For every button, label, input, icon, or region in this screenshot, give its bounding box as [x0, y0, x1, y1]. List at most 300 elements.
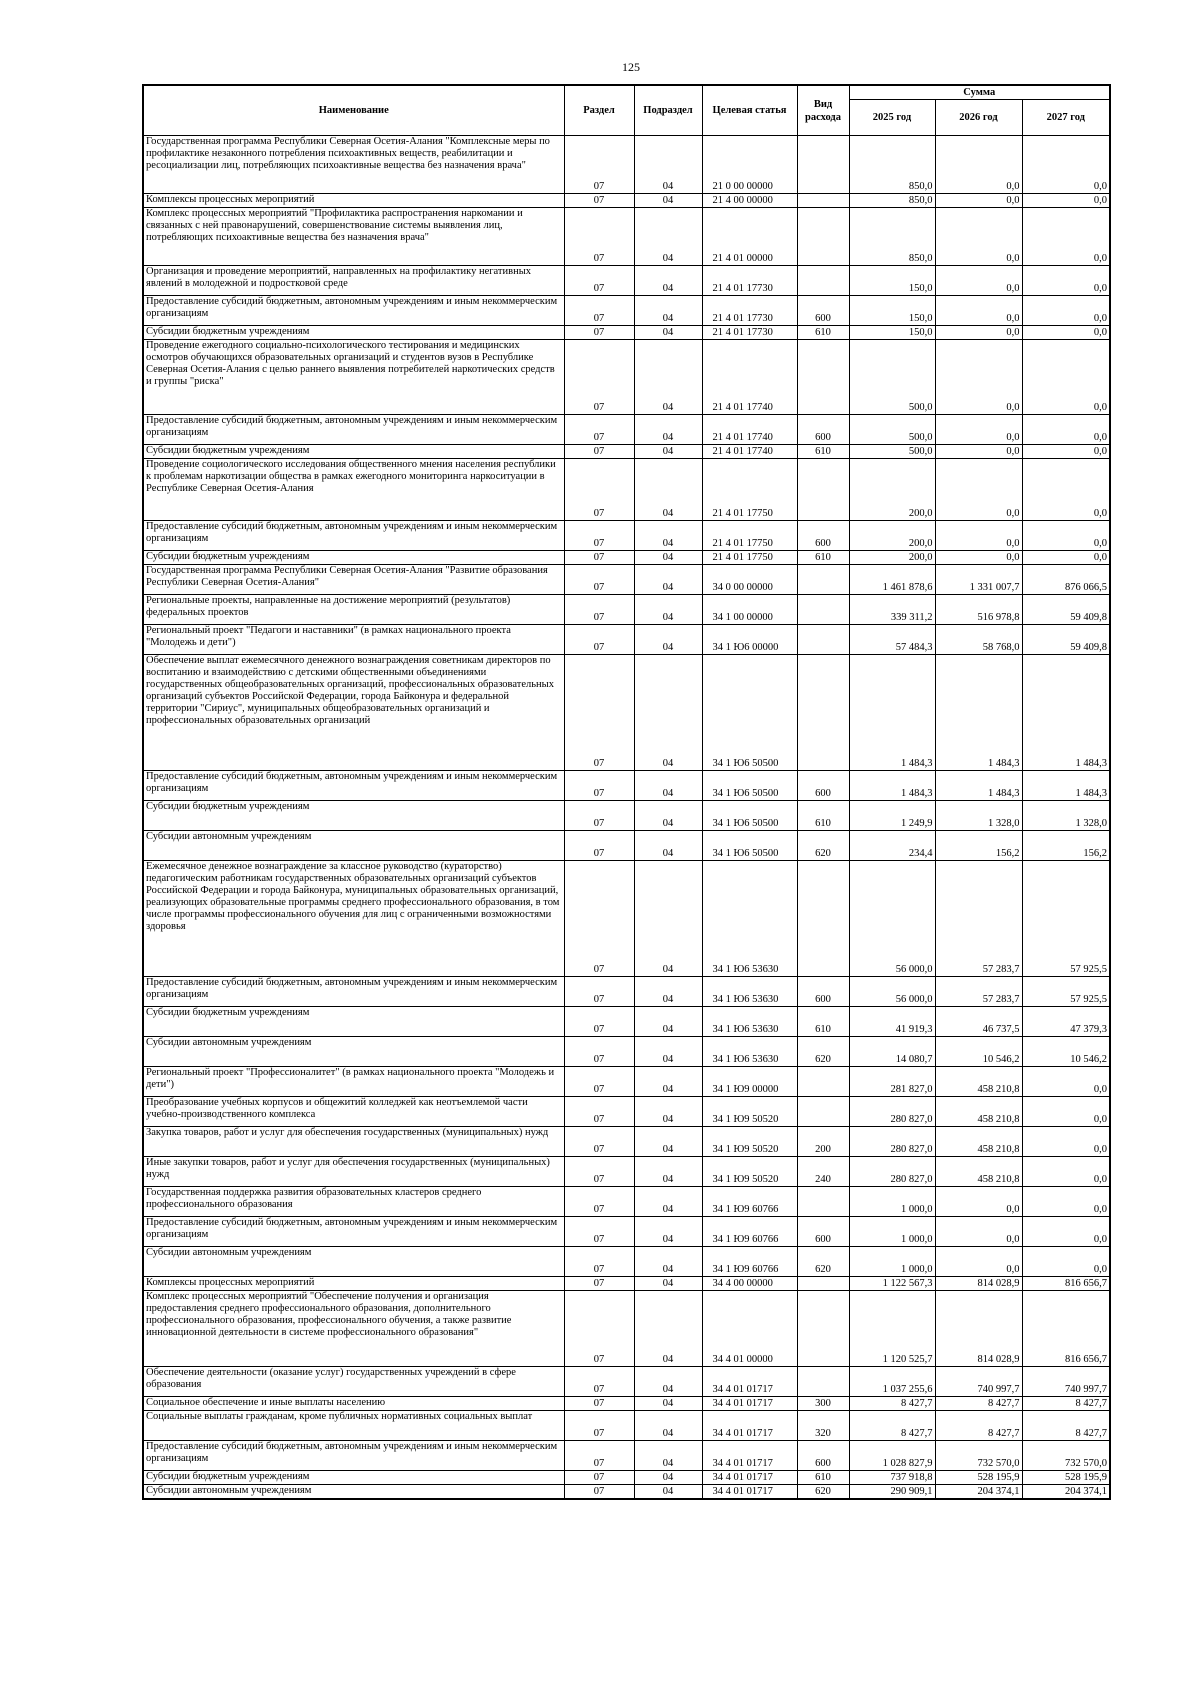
row-value-2026: 57 283,7: [935, 861, 1022, 977]
row-value-2026: 1 331 007,7: [935, 565, 1022, 595]
row-value-2027: 0,0: [1022, 266, 1110, 296]
row-value-2026: 0,0: [935, 445, 1022, 459]
row-value-2026: 0,0: [935, 208, 1022, 266]
row-section: 07: [564, 1097, 634, 1127]
table-row: [143, 655, 1110, 771]
table-row: [143, 326, 1110, 340]
row-value-2026: 57 283,7: [935, 977, 1022, 1007]
table-row: [143, 1485, 1110, 1499]
table-row: [143, 1157, 1110, 1187]
row-name: Государственная поддержка развития образовательных кластеров среднего профессионального образования: [143, 1187, 564, 1217]
row-article: 34 1 Ю6 53630: [702, 1007, 797, 1037]
row-subsection: 04: [634, 521, 702, 551]
row-subsection: 04: [634, 459, 702, 521]
row-type: 320: [797, 1411, 849, 1441]
row-value-2026: 204 374,1: [935, 1485, 1022, 1499]
row-value-2027: 1 484,3: [1022, 655, 1110, 771]
row-section: 07: [564, 831, 634, 861]
row-value-2025: 150,0: [849, 326, 935, 340]
row-name: Субсидии автономным учреждениям: [143, 1485, 564, 1499]
row-value-2027: 0,0: [1022, 1187, 1110, 1217]
row-article: 34 1 Ю6 53630: [702, 1037, 797, 1067]
row-value-2025: 1 120 525,7: [849, 1291, 935, 1367]
row-section: 07: [564, 595, 634, 625]
row-article: 34 4 01 01717: [702, 1471, 797, 1485]
row-name: Предоставление субсидий бюджетным, автономным учреждениям и иным некоммерческим организациям: [143, 521, 564, 551]
row-value-2027: 0,0: [1022, 1067, 1110, 1097]
row-type: [797, 1067, 849, 1097]
row-subsection: 04: [634, 1127, 702, 1157]
table-row: [143, 136, 1110, 194]
row-value-2027: 204 374,1: [1022, 1485, 1110, 1499]
row-section: 07: [564, 1247, 634, 1277]
table-row: [143, 194, 1110, 208]
row-name: Субсидии бюджетным учреждениям: [143, 801, 564, 831]
row-value-2026: 10 546,2: [935, 1037, 1022, 1067]
row-value-2026: 1 484,3: [935, 771, 1022, 801]
row-section: 07: [564, 1157, 634, 1187]
row-value-2026: 0,0: [935, 1217, 1022, 1247]
row-type: 620: [797, 1037, 849, 1067]
row-type: [797, 266, 849, 296]
table-row: [143, 445, 1110, 459]
row-value-2025: 850,0: [849, 194, 935, 208]
row-value-2025: 850,0: [849, 136, 935, 194]
row-value-2025: 500,0: [849, 415, 935, 445]
row-section: 07: [564, 459, 634, 521]
row-name: Предоставление субсидий бюджетным, автономным учреждениям и иным некоммерческим организациям: [143, 415, 564, 445]
row-article: 34 1 Ю9 00000: [702, 1067, 797, 1097]
row-section: 07: [564, 1217, 634, 1247]
row-value-2025: 1 028 827,9: [849, 1441, 935, 1471]
row-type: [797, 861, 849, 977]
row-subsection: 04: [634, 565, 702, 595]
table-row: [143, 1067, 1110, 1097]
row-type: 610: [797, 551, 849, 565]
row-name: Субсидии автономным учреждениям: [143, 1247, 564, 1277]
row-section: 07: [564, 445, 634, 459]
row-value-2025: 280 827,0: [849, 1157, 935, 1187]
header-subsection: Подраздел: [634, 85, 702, 136]
row-value-2027: 0,0: [1022, 445, 1110, 459]
row-name: Субсидии автономным учреждениям: [143, 831, 564, 861]
row-article: 34 1 Ю6 53630: [702, 861, 797, 977]
row-value-2025: 14 080,7: [849, 1037, 935, 1067]
table-row: [143, 1367, 1110, 1397]
row-name: Предоставление субсидий бюджетным, автономным учреждениям и иным некоммерческим организациям: [143, 977, 564, 1007]
row-section: 07: [564, 1397, 634, 1411]
row-name: Преобразование учебных корпусов и общежитий колледжей как неотъемлемой части учебно-производственного комплекса: [143, 1097, 564, 1127]
row-article: 34 1 Ю6 50500: [702, 831, 797, 861]
row-name: Обеспечение выплат ежемесячного денежного вознаграждения советникам директоров по воспитанию и взаимодействию с детскими общественными объединениями государственных общеобразовательных организаций, профессиональных образовательных организаций субъектов Российской Федерации, города Байконура и федеральной территории "Сириус", муниципальных общеобразовательных организаций и профессиональных образовательных организаций: [143, 655, 564, 771]
row-subsection: 04: [634, 1187, 702, 1217]
row-article: 34 1 Ю9 50520: [702, 1157, 797, 1187]
table-row: [143, 1411, 1110, 1441]
row-name: Субсидии бюджетным учреждениям: [143, 1007, 564, 1037]
row-value-2027: 0,0: [1022, 459, 1110, 521]
row-subsection: 04: [634, 340, 702, 415]
row-type: 600: [797, 296, 849, 326]
row-type: [797, 1097, 849, 1127]
row-value-2026: 0,0: [935, 1187, 1022, 1217]
row-type: [797, 1291, 849, 1367]
row-article: 34 1 Ю9 60766: [702, 1217, 797, 1247]
row-type: 610: [797, 1007, 849, 1037]
row-section: 07: [564, 1037, 634, 1067]
row-type: [797, 1187, 849, 1217]
table-row: [143, 1097, 1110, 1127]
budget-table: [142, 84, 1111, 1500]
row-subsection: 04: [634, 415, 702, 445]
row-value-2026: 0,0: [935, 136, 1022, 194]
row-article: 34 4 01 01717: [702, 1397, 797, 1411]
row-value-2026: 1 328,0: [935, 801, 1022, 831]
row-value-2027: 732 570,0: [1022, 1441, 1110, 1471]
row-value-2027: 0,0: [1022, 340, 1110, 415]
row-value-2025: 850,0: [849, 208, 935, 266]
row-value-2026: 46 737,5: [935, 1007, 1022, 1037]
row-name: Комплекс процессных мероприятий "Профилактика распространения наркомании и связанных с ней правонарушений, совершенствование системы выявления лиц, потребляющих психоактивные вещества без назначения врача": [143, 208, 564, 266]
row-type: 600: [797, 1217, 849, 1247]
row-value-2027: 0,0: [1022, 1247, 1110, 1277]
row-name: Предоставление субсидий бюджетным, автономным учреждениям и иным некоммерческим организациям: [143, 1441, 564, 1471]
row-name: Субсидии бюджетным учреждениям: [143, 326, 564, 340]
row-value-2027: 156,2: [1022, 831, 1110, 861]
row-subsection: 04: [634, 1157, 702, 1187]
row-value-2027: 0,0: [1022, 326, 1110, 340]
row-value-2027: 0,0: [1022, 1157, 1110, 1187]
row-name: Обеспечение деятельности (оказание услуг) государственных учреждений в сфере образования: [143, 1367, 564, 1397]
row-name: Закупка товаров, работ и услуг для обеспечения государственных (муниципальных) нужд: [143, 1127, 564, 1157]
row-type: 600: [797, 771, 849, 801]
row-section: 07: [564, 551, 634, 565]
row-value-2027: 8 427,7: [1022, 1397, 1110, 1411]
row-value-2027: 816 656,7: [1022, 1277, 1110, 1291]
row-section: 07: [564, 1471, 634, 1485]
table-row: [143, 1127, 1110, 1157]
row-type: 600: [797, 415, 849, 445]
row-value-2026: 0,0: [935, 194, 1022, 208]
row-article: 21 4 01 17750: [702, 521, 797, 551]
row-article: 34 1 Ю9 50520: [702, 1097, 797, 1127]
row-value-2026: 0,0: [935, 459, 1022, 521]
row-name: Субсидии бюджетным учреждениям: [143, 1471, 564, 1485]
row-name: Комплексы процессных мероприятий: [143, 194, 564, 208]
row-section: 07: [564, 1277, 634, 1291]
row-value-2025: 56 000,0: [849, 977, 935, 1007]
row-subsection: 04: [634, 1397, 702, 1411]
row-value-2025: 41 919,3: [849, 1007, 935, 1037]
table-row: [143, 771, 1110, 801]
row-value-2025: 1 484,3: [849, 771, 935, 801]
row-type: 240: [797, 1157, 849, 1187]
row-value-2026: 8 427,7: [935, 1397, 1022, 1411]
row-name: Государственная программа Республики Северная Осетия-Алания "Комплексные меры по профилактике незаконного потребления психоактивных веществ, реабилитации и ресоциализации лиц, потребляющих психоактивные вещества без назначения врача": [143, 136, 564, 194]
row-subsection: 04: [634, 1067, 702, 1097]
row-value-2027: 1 484,3: [1022, 771, 1110, 801]
row-article: 21 4 01 17740: [702, 415, 797, 445]
row-value-2027: 0,0: [1022, 521, 1110, 551]
row-article: 34 1 Ю6 50500: [702, 655, 797, 771]
row-value-2025: 8 427,7: [849, 1411, 935, 1441]
row-type: [797, 340, 849, 415]
row-section: 07: [564, 208, 634, 266]
row-name: Предоставление субсидий бюджетным, автономным учреждениям и иным некоммерческим организациям: [143, 1217, 564, 1247]
row-section: 07: [564, 194, 634, 208]
row-value-2026: 0,0: [935, 551, 1022, 565]
row-value-2025: 150,0: [849, 266, 935, 296]
row-name: Организация и проведение мероприятий, направленных на профилактику негативных явлений в молодежной и подростковой среде: [143, 266, 564, 296]
row-value-2027: 0,0: [1022, 551, 1110, 565]
row-subsection: 04: [634, 194, 702, 208]
table-row: [143, 861, 1110, 977]
row-type: 610: [797, 801, 849, 831]
row-article: 34 1 Ю6 00000: [702, 625, 797, 655]
row-value-2026: 8 427,7: [935, 1411, 1022, 1441]
row-value-2026: 0,0: [935, 521, 1022, 551]
row-type: 610: [797, 445, 849, 459]
row-name: Социальное обеспечение и иные выплаты населению: [143, 1397, 564, 1411]
row-article: 34 1 Ю9 50520: [702, 1127, 797, 1157]
row-type: [797, 595, 849, 625]
row-value-2027: 876 066,5: [1022, 565, 1110, 595]
row-section: 07: [564, 521, 634, 551]
row-article: 34 4 00 00000: [702, 1277, 797, 1291]
row-type: [797, 1367, 849, 1397]
row-value-2026: 0,0: [935, 266, 1022, 296]
row-section: 07: [564, 771, 634, 801]
table-row: [143, 565, 1110, 595]
row-value-2026: 0,0: [935, 340, 1022, 415]
row-value-2025: 1 037 255,6: [849, 1367, 935, 1397]
table-row: [143, 521, 1110, 551]
row-value-2025: 737 918,8: [849, 1471, 935, 1485]
table-row: [143, 1291, 1110, 1367]
row-section: 07: [564, 801, 634, 831]
row-subsection: 04: [634, 1247, 702, 1277]
row-type: [797, 1277, 849, 1291]
row-value-2025: 1 122 567,3: [849, 1277, 935, 1291]
table-row: [143, 415, 1110, 445]
row-value-2027: 59 409,8: [1022, 595, 1110, 625]
row-article: 21 4 01 17750: [702, 459, 797, 521]
row-type: 200: [797, 1127, 849, 1157]
header-name: Наименование: [143, 85, 564, 136]
row-value-2025: 1 484,3: [849, 655, 935, 771]
row-value-2027: 0,0: [1022, 415, 1110, 445]
table-body: [143, 136, 1110, 1499]
row-value-2027: 0,0: [1022, 1217, 1110, 1247]
header-sum: Сумма: [849, 85, 1110, 100]
row-subsection: 04: [634, 208, 702, 266]
row-subsection: 04: [634, 1277, 702, 1291]
row-type: [797, 136, 849, 194]
header-2027: 2027 год: [1022, 100, 1110, 136]
row-value-2026: 516 978,8: [935, 595, 1022, 625]
row-subsection: 04: [634, 136, 702, 194]
row-name: Региональный проект "Профессионалитет" (в рамках национального проекта "Молодежь и дети"): [143, 1067, 564, 1097]
row-value-2025: 234,4: [849, 831, 935, 861]
table-row: [143, 551, 1110, 565]
row-article: 21 4 01 17730: [702, 296, 797, 326]
row-value-2026: 58 768,0: [935, 625, 1022, 655]
row-subsection: 04: [634, 326, 702, 340]
row-type: 610: [797, 1471, 849, 1485]
header-type: Вид расхода: [797, 85, 849, 136]
row-section: 07: [564, 326, 634, 340]
table-row: [143, 1247, 1110, 1277]
row-type: 600: [797, 1441, 849, 1471]
row-section: 07: [564, 1187, 634, 1217]
row-value-2026: 458 210,8: [935, 1067, 1022, 1097]
row-type: [797, 565, 849, 595]
row-article: 34 1 Ю6 50500: [702, 801, 797, 831]
table-row: [143, 1277, 1110, 1291]
row-value-2025: 339 311,2: [849, 595, 935, 625]
table-row: [143, 1397, 1110, 1411]
row-value-2025: 280 827,0: [849, 1097, 935, 1127]
row-value-2025: 281 827,0: [849, 1067, 935, 1097]
row-section: 07: [564, 655, 634, 771]
row-section: 07: [564, 565, 634, 595]
row-type: 300: [797, 1397, 849, 1411]
row-value-2027: 0,0: [1022, 136, 1110, 194]
row-subsection: 04: [634, 977, 702, 1007]
row-section: 07: [564, 1127, 634, 1157]
row-value-2025: 150,0: [849, 296, 935, 326]
row-name: Субсидии бюджетным учреждениям: [143, 445, 564, 459]
row-subsection: 04: [634, 551, 702, 565]
row-type: 600: [797, 977, 849, 1007]
row-value-2027: 57 925,5: [1022, 861, 1110, 977]
row-value-2025: 57 484,3: [849, 625, 935, 655]
row-value-2026: 458 210,8: [935, 1097, 1022, 1127]
row-value-2025: 200,0: [849, 459, 935, 521]
table-row: [143, 1007, 1110, 1037]
row-subsection: 04: [634, 1471, 702, 1485]
table-row: [143, 595, 1110, 625]
row-subsection: 04: [634, 1007, 702, 1037]
row-name: Комплексы процессных мероприятий: [143, 1277, 564, 1291]
row-subsection: 04: [634, 445, 702, 459]
row-article: 34 4 01 01717: [702, 1367, 797, 1397]
table-row: [143, 1471, 1110, 1485]
row-section: 07: [564, 861, 634, 977]
row-type: [797, 655, 849, 771]
row-value-2026: 528 195,9: [935, 1471, 1022, 1485]
row-subsection: 04: [634, 1485, 702, 1499]
row-article: 21 0 00 00000: [702, 136, 797, 194]
row-name: Субсидии автономным учреждениям: [143, 1037, 564, 1067]
table-row: [143, 977, 1110, 1007]
row-name: Предоставление субсидий бюджетным, автономным учреждениям и иным некоммерческим организациям: [143, 296, 564, 326]
row-value-2025: 280 827,0: [849, 1127, 935, 1157]
table-row: [143, 340, 1110, 415]
row-value-2025: 1 000,0: [849, 1247, 935, 1277]
row-value-2027: 10 546,2: [1022, 1037, 1110, 1067]
row-article: 34 4 01 00000: [702, 1291, 797, 1367]
row-article: 34 4 01 01717: [702, 1411, 797, 1441]
row-value-2027: 1 328,0: [1022, 801, 1110, 831]
row-value-2026: 0,0: [935, 1247, 1022, 1277]
row-name: Социальные выплаты гражданам, кроме публичных нормативных социальных выплат: [143, 1411, 564, 1441]
row-article: 21 4 01 17740: [702, 340, 797, 415]
table-row: [143, 266, 1110, 296]
row-name: Региональные проекты, направленные на достижение мероприятий (результатов) федеральных проектов: [143, 595, 564, 625]
row-section: 07: [564, 136, 634, 194]
row-article: 21 4 01 17730: [702, 266, 797, 296]
row-article: 34 4 01 01717: [702, 1485, 797, 1499]
row-value-2026: 1 484,3: [935, 655, 1022, 771]
header-2025: 2025 год: [849, 100, 935, 136]
row-value-2027: 47 379,3: [1022, 1007, 1110, 1037]
row-value-2027: 816 656,7: [1022, 1291, 1110, 1367]
row-type: 620: [797, 1485, 849, 1499]
row-name: Иные закупки товаров, работ и услуг для обеспечения государственных (муниципальных) нужд: [143, 1157, 564, 1187]
table-row: [143, 1441, 1110, 1471]
row-section: 07: [564, 625, 634, 655]
header-article: Целевая статья: [702, 85, 797, 136]
table-row: [143, 208, 1110, 266]
row-value-2025: 1 000,0: [849, 1217, 935, 1247]
row-value-2027: 8 427,7: [1022, 1411, 1110, 1441]
row-subsection: 04: [634, 266, 702, 296]
row-subsection: 04: [634, 595, 702, 625]
row-value-2025: 1 461 878,6: [849, 565, 935, 595]
row-subsection: 04: [634, 625, 702, 655]
row-value-2027: 0,0: [1022, 194, 1110, 208]
row-article: 21 4 01 17740: [702, 445, 797, 459]
row-section: 07: [564, 1007, 634, 1037]
row-subsection: 04: [634, 296, 702, 326]
row-section: 07: [564, 296, 634, 326]
table-row: [143, 459, 1110, 521]
row-article: 34 1 Ю9 60766: [702, 1247, 797, 1277]
row-type: [797, 459, 849, 521]
row-article: 21 4 00 00000: [702, 194, 797, 208]
row-section: 07: [564, 1291, 634, 1367]
row-section: 07: [564, 977, 634, 1007]
row-subsection: 04: [634, 1217, 702, 1247]
row-value-2026: 814 028,9: [935, 1291, 1022, 1367]
row-value-2026: 814 028,9: [935, 1277, 1022, 1291]
row-subsection: 04: [634, 1411, 702, 1441]
row-subsection: 04: [634, 1037, 702, 1067]
row-section: 07: [564, 1367, 634, 1397]
row-article: 21 4 01 17750: [702, 551, 797, 565]
row-type: [797, 194, 849, 208]
row-value-2027: 740 997,7: [1022, 1367, 1110, 1397]
row-value-2026: 0,0: [935, 326, 1022, 340]
table-row: [143, 1187, 1110, 1217]
row-value-2026: 458 210,8: [935, 1127, 1022, 1157]
row-value-2027: 59 409,8: [1022, 625, 1110, 655]
header-2026: 2026 год: [935, 100, 1022, 136]
row-value-2026: 0,0: [935, 296, 1022, 326]
row-type: 620: [797, 831, 849, 861]
row-name: Предоставление субсидий бюджетным, автономным учреждениям и иным некоммерческим организациям: [143, 771, 564, 801]
row-subsection: 04: [634, 1367, 702, 1397]
row-value-2026: 458 210,8: [935, 1157, 1022, 1187]
row-value-2026: 156,2: [935, 831, 1022, 861]
row-name: Региональный проект "Педагоги и наставники" (в рамках национального проекта "Молодежь и дети"): [143, 625, 564, 655]
row-value-2027: 528 195,9: [1022, 1471, 1110, 1485]
row-value-2025: 56 000,0: [849, 861, 935, 977]
table-row: [143, 296, 1110, 326]
row-section: 07: [564, 1411, 634, 1441]
row-name: Комплекс процессных мероприятий "Обеспечение получения и организация предоставления среднего профессионального образования, дополнительного профессионального образования, профессионального обучения, а также развитие инновационной деятельности в системе профессионального образования": [143, 1291, 564, 1367]
row-value-2025: 500,0: [849, 340, 935, 415]
